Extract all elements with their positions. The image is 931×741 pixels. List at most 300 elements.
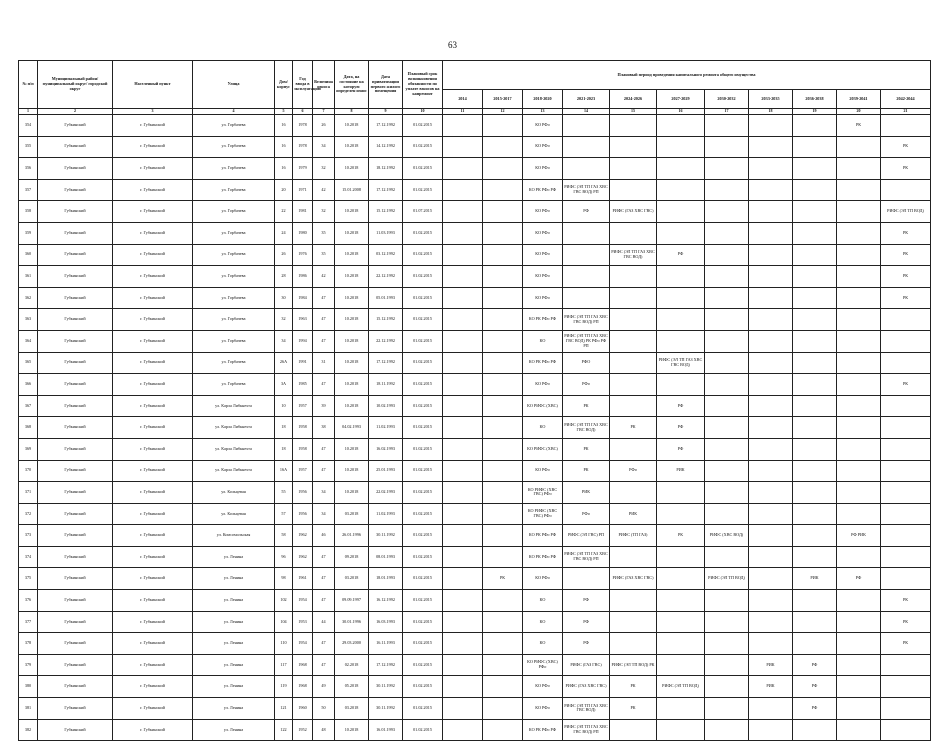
period-cell <box>705 719 749 741</box>
period-cell: РФ РИК <box>837 525 881 547</box>
wear-cell: 39 <box>313 395 335 417</box>
table-row <box>19 503 931 525</box>
period-cell: РИК <box>749 654 793 676</box>
period-cell <box>705 287 749 309</box>
header-settlement: Населенный пункт <box>113 61 193 109</box>
district-cell: Губкинский <box>38 179 113 201</box>
period-cell <box>443 568 483 590</box>
period-cell <box>881 525 931 547</box>
period-cell <box>483 590 523 612</box>
planned-obligation-cell: 01.02.2015 <box>403 158 443 180</box>
wear-date-cell: 10.2018 <box>335 158 369 180</box>
settlement-cell: г. Губкинский <box>113 352 193 374</box>
period-cell <box>610 136 657 158</box>
wear-date-cell: 10.2018 <box>335 136 369 158</box>
year-built-cell: 1962 <box>293 525 313 547</box>
period-cell <box>705 266 749 288</box>
house-cell: 119 <box>275 676 293 698</box>
district-cell: Губкинский <box>38 503 113 525</box>
year-built-cell: 1958 <box>293 417 313 439</box>
period-cell <box>749 719 793 741</box>
table-row <box>19 590 931 612</box>
first-privatization-cell: 11.02.1993 <box>369 417 403 439</box>
period-cell: КО РИФС (ХВС ГВС) РФо <box>523 482 563 504</box>
period-cell <box>657 654 705 676</box>
header-period: 2033-2035 <box>749 90 793 109</box>
house-cell: 122 <box>275 719 293 741</box>
period-cell <box>610 611 657 633</box>
wear-date-cell: 10.2018 <box>335 460 369 482</box>
year-built-cell: 1985 <box>293 374 313 396</box>
period-cell <box>483 352 523 374</box>
street-cell: ул. Кольцевая <box>193 482 275 504</box>
period-cell <box>610 352 657 374</box>
row-number-cell: 378 <box>19 633 38 655</box>
wear-date-cell: 30.01.1996 <box>335 611 369 633</box>
year-built-cell: 1981 <box>293 201 313 223</box>
first-privatization-cell: 25.01.1993 <box>369 460 403 482</box>
table-row <box>19 438 931 460</box>
period-cell <box>657 309 705 331</box>
table-row <box>19 266 931 288</box>
period-cell <box>705 136 749 158</box>
period-cell <box>793 417 837 439</box>
district-cell: Губкинский <box>38 482 113 504</box>
period-cell <box>837 395 881 417</box>
planned-obligation-cell: 01.02.2015 <box>403 266 443 288</box>
period-cell <box>793 503 837 525</box>
district-cell: Губкинский <box>38 590 113 612</box>
period-cell <box>563 568 610 590</box>
first-privatization-cell: 17.12.1992 <box>369 115 403 137</box>
house-cell: 16 <box>275 115 293 137</box>
house-cell: 24 <box>275 222 293 244</box>
year-built-cell: 1978 <box>293 115 313 137</box>
planned-obligation-cell: 01.02.2015 <box>403 179 443 201</box>
column-number: 20 <box>837 109 881 115</box>
table-row <box>19 482 931 504</box>
row-number-cell: 377 <box>19 611 38 633</box>
wear-date-cell: 03.2018 <box>335 698 369 720</box>
period-cell: КО РИФС (ХВС ГВС) РФо <box>523 503 563 525</box>
wear-date-cell: 10.2018 <box>335 395 369 417</box>
period-cell <box>443 352 483 374</box>
column-number: 8 <box>335 109 369 115</box>
table-row <box>19 417 931 439</box>
period-cell <box>443 287 483 309</box>
first-privatization-cell: 15.12.1992 <box>369 309 403 331</box>
period-cell: КО РФо <box>523 374 563 396</box>
wear-cell: 42 <box>313 266 335 288</box>
period-cell <box>837 460 881 482</box>
table-row <box>19 222 931 244</box>
period-cell <box>749 482 793 504</box>
period-cell <box>657 698 705 720</box>
period-cell: РИФС (ЭЛ ТП ГАЗ ХВС ГВС ВОД) РП <box>563 719 610 741</box>
period-cell: КО РФо <box>523 460 563 482</box>
settlement-cell: г. Губкинский <box>113 460 193 482</box>
period-cell: РК <box>881 633 931 655</box>
row-number-cell: 357 <box>19 179 38 201</box>
period-cell <box>881 352 931 374</box>
year-built-cell: 1994 <box>293 330 313 352</box>
district-cell: Губкинский <box>38 633 113 655</box>
period-cell: РФо <box>610 460 657 482</box>
period-cell <box>881 438 931 460</box>
district-cell: Губкинский <box>38 568 113 590</box>
period-cell: РИК <box>657 460 705 482</box>
period-cell: РК <box>881 611 931 633</box>
wear-cell: 38 <box>313 417 335 439</box>
column-number: 15 <box>610 109 657 115</box>
period-cell <box>483 698 523 720</box>
period-cell <box>793 287 837 309</box>
period-cell: РИФС (ЭЛ ТП ВОД) <box>705 568 749 590</box>
wear-date-cell: 10.2018 <box>335 266 369 288</box>
wear-date-cell: 15.01.2008 <box>335 179 369 201</box>
district-cell: Губкинский <box>38 201 113 223</box>
column-number: 1 <box>19 109 38 115</box>
period-cell <box>610 374 657 396</box>
wear-date-cell: 10.2018 <box>335 222 369 244</box>
header-period: 2042-2044 <box>881 90 931 109</box>
period-cell <box>443 115 483 137</box>
year-built-cell: 1954 <box>293 590 313 612</box>
district-cell: Губкинский <box>38 395 113 417</box>
planned-obligation-cell: 01.02.2015 <box>403 374 443 396</box>
street-cell: ул. Ленина <box>193 654 275 676</box>
period-cell <box>483 654 523 676</box>
period-cell <box>793 179 837 201</box>
period-cell: РК <box>881 136 931 158</box>
period-cell <box>705 503 749 525</box>
house-cell: 10 <box>275 395 293 417</box>
table-row <box>19 611 931 633</box>
row-number-cell: 361 <box>19 266 38 288</box>
period-cell <box>705 201 749 223</box>
period-cell: РИФС (ЭЛ ТП ВОД) <box>881 201 931 223</box>
period-cell <box>563 115 610 137</box>
header-street: Улица <box>193 61 275 109</box>
period-cell <box>837 309 881 331</box>
period-cell: КО <box>523 590 563 612</box>
period-cell: РФ <box>657 438 705 460</box>
period-cell <box>749 417 793 439</box>
period-cell <box>793 460 837 482</box>
district-cell: Губкинский <box>38 287 113 309</box>
period-cell <box>881 395 931 417</box>
period-cell <box>657 115 705 137</box>
year-built-cell: 1960 <box>293 698 313 720</box>
period-cell <box>837 654 881 676</box>
period-cell <box>793 611 837 633</box>
house-cell: 55 <box>275 482 293 504</box>
period-cell <box>749 115 793 137</box>
house-cell: 20 <box>275 179 293 201</box>
period-cell: РФ <box>563 201 610 223</box>
column-number: 12 <box>483 109 523 115</box>
wear-cell: 34 <box>313 482 335 504</box>
period-cell <box>610 438 657 460</box>
period-cell <box>443 611 483 633</box>
settlement-cell: г. Губкинский <box>113 438 193 460</box>
period-cell: РИФС (ЭЛ ТП ГАЗ ХВС ГВС ВОД) <box>563 417 610 439</box>
row-number-cell: 372 <box>19 503 38 525</box>
period-cell <box>610 330 657 352</box>
house-cell: 104 <box>275 611 293 633</box>
period-cell: РИФС (ЭЛ ТП ГАЗ ХВС ГВС ВОД) <box>610 244 657 266</box>
period-cell: КО РФо <box>523 201 563 223</box>
wear-cell: 35 <box>313 244 335 266</box>
settlement-cell: г. Губкинский <box>113 244 193 266</box>
period-cell <box>793 719 837 741</box>
table-row <box>19 287 931 309</box>
year-built-cell: 1954 <box>293 633 313 655</box>
period-cell <box>657 201 705 223</box>
planned-obligation-cell: 01.02.2015 <box>403 719 443 741</box>
period-cell <box>837 482 881 504</box>
period-cell <box>837 136 881 158</box>
first-privatization-cell: 10.02.1993 <box>369 395 403 417</box>
period-cell <box>793 546 837 568</box>
year-built-cell: 1980 <box>293 222 313 244</box>
period-cell <box>749 266 793 288</box>
period-cell <box>443 460 483 482</box>
house-cell: 18 <box>275 438 293 460</box>
period-cell <box>837 611 881 633</box>
first-privatization-cell: 30.11.1992 <box>369 698 403 720</box>
period-cell <box>443 417 483 439</box>
period-cell <box>610 395 657 417</box>
header-wear: Величина износа <box>313 61 335 109</box>
header-period: 2024-2026 <box>610 90 657 109</box>
column-number: 10 <box>403 109 443 115</box>
settlement-cell: г. Губкинский <box>113 719 193 741</box>
period-cell: РФО <box>563 352 610 374</box>
period-cell <box>749 525 793 547</box>
period-cell <box>483 222 523 244</box>
table-row <box>19 719 931 741</box>
period-cell <box>705 179 749 201</box>
period-cell <box>793 438 837 460</box>
period-cell <box>881 115 931 137</box>
period-cell <box>793 482 837 504</box>
district-cell: Губкинский <box>38 417 113 439</box>
planned-obligation-cell: 01.02.2015 <box>403 352 443 374</box>
period-cell <box>657 633 705 655</box>
settlement-cell: г. Губкинский <box>113 546 193 568</box>
period-cell <box>749 287 793 309</box>
planned-obligation-cell: 01.02.2015 <box>403 460 443 482</box>
period-cell <box>837 158 881 180</box>
period-cell <box>881 676 931 698</box>
period-cell <box>657 330 705 352</box>
period-cell <box>705 330 749 352</box>
header-year-built: Год ввода в эксплуатацию <box>293 61 313 109</box>
period-cell <box>837 438 881 460</box>
header-period: 2030-2032 <box>705 90 749 109</box>
table-row <box>19 698 931 720</box>
wear-cell: 46 <box>313 525 335 547</box>
row-number-cell: 376 <box>19 590 38 612</box>
header-district: Муниципальный район/ муниципальный округ/ городской округ <box>38 61 113 109</box>
period-cell <box>610 633 657 655</box>
row-number-cell: 366 <box>19 374 38 396</box>
period-cell: РК <box>881 222 931 244</box>
planned-obligation-cell: 01.02.2015 <box>403 698 443 720</box>
column-number: 2 <box>38 109 113 115</box>
period-cell <box>443 244 483 266</box>
wear-date-cell: 10.2018 <box>335 244 369 266</box>
period-cell <box>443 633 483 655</box>
period-cell <box>749 546 793 568</box>
period-cell <box>657 287 705 309</box>
period-cell <box>657 611 705 633</box>
period-cell <box>837 374 881 396</box>
period-cell <box>563 158 610 180</box>
period-cell <box>837 590 881 612</box>
header-house: Дом/ корпус <box>275 61 293 109</box>
street-cell: ул. Ленина <box>193 633 275 655</box>
period-cell <box>657 158 705 180</box>
district-cell: Губкинский <box>38 266 113 288</box>
planned-obligation-cell: 01.02.2015 <box>403 633 443 655</box>
settlement-cell: г. Губкинский <box>113 395 193 417</box>
period-cell <box>705 590 749 612</box>
row-number-cell: 354 <box>19 115 38 137</box>
period-cell: РК <box>881 244 931 266</box>
period-cell <box>443 179 483 201</box>
column-number: 4 <box>193 109 275 115</box>
period-cell <box>563 222 610 244</box>
planned-obligation-cell: 01.02.2015 <box>403 417 443 439</box>
period-cell <box>483 438 523 460</box>
year-built-cell: 1952 <box>293 719 313 741</box>
year-built-cell: 1986 <box>293 266 313 288</box>
first-privatization-cell: 18.11.1992 <box>369 374 403 396</box>
period-cell <box>483 417 523 439</box>
planned-obligation-cell: 01.02.2015 <box>403 136 443 158</box>
period-cell: РК <box>837 115 881 137</box>
period-cell <box>749 568 793 590</box>
row-number-cell: 370 <box>19 460 38 482</box>
planned-obligation-cell: 01.02.2015 <box>403 503 443 525</box>
year-built-cell: 1991 <box>293 352 313 374</box>
period-cell <box>657 503 705 525</box>
table-row <box>19 179 931 201</box>
district-cell: Губкинский <box>38 374 113 396</box>
district-cell: Губкинский <box>38 244 113 266</box>
column-number: 9 <box>369 109 403 115</box>
period-cell <box>837 719 881 741</box>
period-cell <box>705 482 749 504</box>
street-cell: ул. Горбачева <box>193 179 275 201</box>
street-cell: ул. Карла Либкнехта <box>193 438 275 460</box>
wear-cell: 47 <box>313 654 335 676</box>
street-cell: ул. Горбачева <box>193 352 275 374</box>
period-cell: РИК <box>610 503 657 525</box>
house-cell: 102 <box>275 590 293 612</box>
first-privatization-cell: 11.03.1993 <box>369 222 403 244</box>
header-period-title: Плановый период проведения капитального ремонта общего имущества <box>443 61 931 90</box>
row-number-cell: 368 <box>19 417 38 439</box>
table-row <box>19 676 931 698</box>
period-cell: РК <box>563 395 610 417</box>
period-cell <box>657 136 705 158</box>
period-cell: РИФС (ГАЗ ХВС ГВС) <box>610 201 657 223</box>
period-cell <box>837 503 881 525</box>
year-built-cell: 1984 <box>293 287 313 309</box>
period-cell: РИФС (ЭЛ ТП ВОД) РК <box>610 654 657 676</box>
period-cell <box>657 266 705 288</box>
period-cell <box>881 719 931 741</box>
period-cell <box>749 352 793 374</box>
period-cell: РИФС (ЭЛ ТП ГАЗ ХВС ГВС ВОД) <box>657 352 705 374</box>
period-cell: РФ <box>793 676 837 698</box>
period-cell <box>705 395 749 417</box>
wear-cell: 47 <box>313 590 335 612</box>
row-number-cell: 374 <box>19 546 38 568</box>
period-cell <box>443 438 483 460</box>
district-cell: Губкинский <box>38 460 113 482</box>
period-cell <box>483 201 523 223</box>
period-cell: КО <box>523 611 563 633</box>
settlement-cell: г. Губкинский <box>113 503 193 525</box>
period-cell: РИФС (ТП ГАЗ) <box>610 525 657 547</box>
period-cell <box>657 374 705 396</box>
table-row <box>19 352 931 374</box>
table-row <box>19 201 931 223</box>
period-cell: КО РФо <box>523 136 563 158</box>
first-privatization-cell: 30.11.1992 <box>369 676 403 698</box>
street-cell: ул. Горбачева <box>193 222 275 244</box>
period-cell: РК <box>483 568 523 590</box>
district-cell: Губкинский <box>38 222 113 244</box>
period-cell <box>793 266 837 288</box>
first-privatization-cell: 05.01.1993 <box>369 287 403 309</box>
period-cell <box>483 179 523 201</box>
year-built-cell: 1961 <box>293 568 313 590</box>
settlement-cell: г. Губкинский <box>113 136 193 158</box>
wear-cell: 47 <box>313 309 335 331</box>
period-cell: РК <box>881 287 931 309</box>
period-cell <box>443 266 483 288</box>
street-cell: ул. Ленина <box>193 590 275 612</box>
house-cell: 18 <box>275 417 293 439</box>
column-number: 16 <box>657 109 705 115</box>
period-cell <box>483 546 523 568</box>
period-cell <box>657 179 705 201</box>
row-number-cell: 358 <box>19 201 38 223</box>
wear-date-cell: 10.2018 <box>335 719 369 741</box>
period-cell: КО РК РФо РФ <box>523 546 563 568</box>
column-number: 5 <box>275 109 293 115</box>
header-no: № п/п <box>19 61 38 109</box>
period-cell: РК <box>610 676 657 698</box>
period-cell <box>443 654 483 676</box>
wear-date-cell: 10.2018 <box>335 287 369 309</box>
row-number-cell: 367 <box>19 395 38 417</box>
period-cell <box>881 417 931 439</box>
house-cell: 16 <box>275 136 293 158</box>
period-cell <box>881 568 931 590</box>
house-cell: 3А <box>275 374 293 396</box>
period-cell: РК <box>881 374 931 396</box>
row-number-cell: 379 <box>19 654 38 676</box>
period-cell <box>657 568 705 590</box>
period-cell <box>483 395 523 417</box>
period-cell: РФ <box>563 633 610 655</box>
